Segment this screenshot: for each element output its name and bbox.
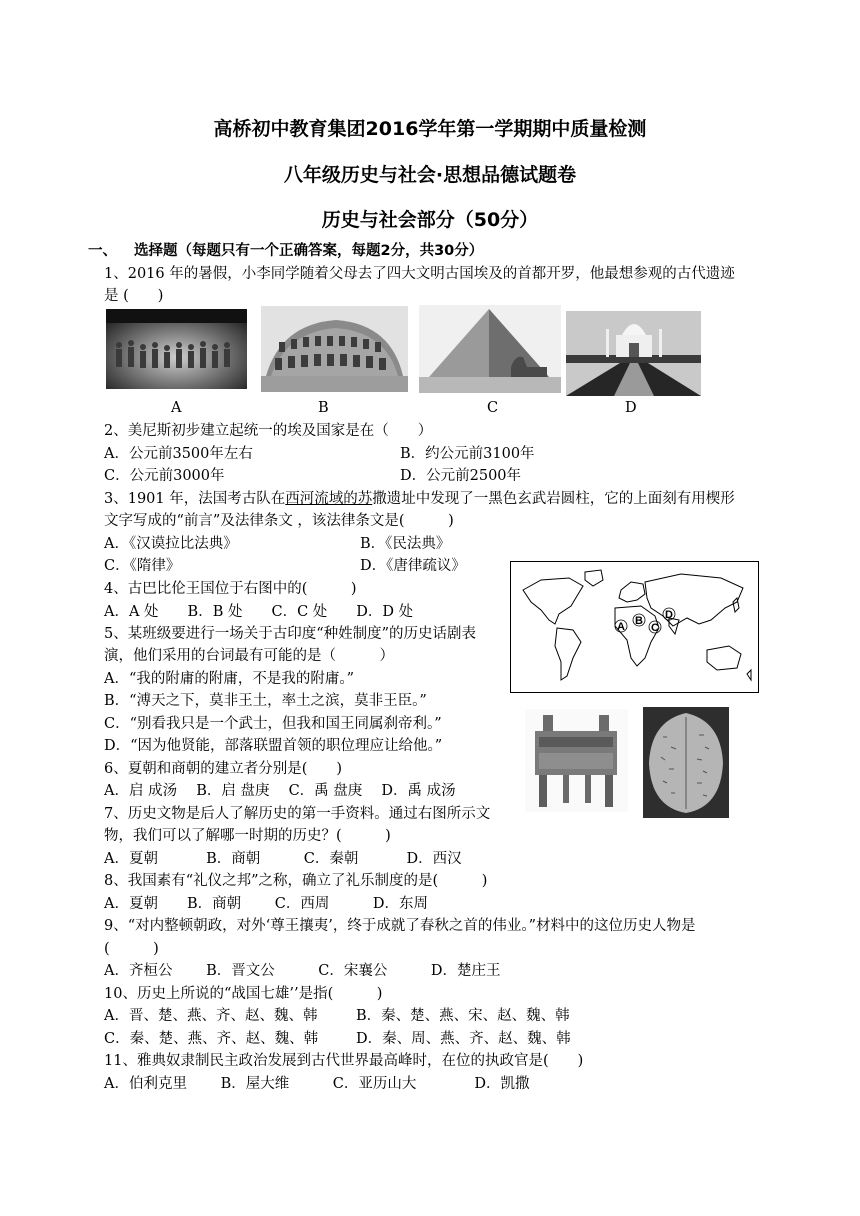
section-number: 一、 — [88, 243, 117, 259]
q3-stem-post: 撒遗址中发现了一黑色玄武岩圆柱，它的上面刻有用楔形 — [372, 491, 735, 507]
q3-option-a: A．《汉谟拉比法典》 — [104, 536, 238, 552]
q1-stem-line2: 是 ( ) — [104, 288, 164, 304]
q2-option-a: A．公元前3500年左右 — [104, 446, 253, 462]
q10-option-b: B．秦、楚、燕、宋、赵、魏、韩 — [356, 1008, 570, 1024]
bronze-ding-image — [525, 709, 628, 812]
q3-option-b: B．《民法典》 — [360, 536, 451, 552]
pyramid-sphinx-image — [419, 305, 561, 393]
q2-stem: 2、美尼斯初步建立起统一的埃及国家是在（ ） — [104, 423, 433, 439]
q1-caption-c: C — [487, 400, 499, 416]
q2-option-b: B．约公元前3100年 — [400, 446, 535, 462]
section-heading: 选择题（每题只有一个正确答案，每题2分，共30分） — [134, 243, 484, 259]
q4-options: A．A 处 B．B 处 C．C 处 D．D 处 — [104, 604, 414, 620]
q9-stem-line1: 9、“对内整顿朝政，对外‘尊王攘夷’，终于成就了春秋之首的伟业。”材料中的这位历史人物是 — [104, 918, 696, 934]
colosseum-image — [261, 306, 408, 392]
section-title: 历史与社会部分（50分） — [321, 209, 539, 231]
q7-stem-line2: 物，我们可以了解哪一时期的历史？( ) — [104, 828, 391, 844]
q7-options: A．夏朝 B．商朝 C．秦朝 D．西汉 — [104, 851, 462, 867]
q5-option-d: D．“因为他贤能，部落联盟首领的职位理应让给他。” — [104, 738, 443, 754]
q2-option-d: D．公元前2500年 — [400, 468, 522, 484]
q10-option-c: C．秦、楚、燕、齐、赵、魏、韩 — [104, 1031, 319, 1047]
q10-stem: 10、历史上所说的“战国七雄’’是指( ) — [104, 986, 383, 1002]
world-map-figure — [510, 561, 759, 693]
q3-option-c: C．《隋律》 — [104, 558, 181, 574]
q10-option-d: D．秦、周、燕、齐、赵、魏、韩 — [356, 1031, 571, 1047]
q3-stem-line1 — [104, 489, 735, 509]
exam-title: 高桥初中教育集团2016学年第一学期期中质量检测 — [213, 118, 647, 140]
q1-caption-a: A — [171, 400, 182, 416]
q8-stem: 8、我国素有“礼仪之邦”之称，确立了礼乐制度的是( ) — [104, 873, 488, 889]
oracle-bone-image — [643, 707, 729, 818]
map-label-b: B — [635, 615, 643, 627]
map-label-c: C — [651, 622, 659, 634]
q7-stem-line1: 7、历史文物是后人了解历史的第一手资料。通过右图所示文 — [104, 806, 491, 822]
q9-stem-line2: ( ) — [104, 941, 159, 957]
exam-subtitle: 八年级历史与社会·思想品德试题卷 — [283, 164, 577, 186]
q3-option-d: D．《唐律疏议》 — [360, 558, 466, 574]
q5-stem-line1: 5、某班级要进行一场关于古印度“种姓制度”的历史话剧表 — [104, 626, 477, 642]
q3-stem-pre: 3、1901 年，法国考古队在 — [104, 491, 286, 507]
q9-options: A．齐桓公 B．晋文公 C．宋襄公 D．楚庄王 — [104, 963, 501, 979]
q5-option-c: C．“别看我只是一个武士，但我和国王同属刹帝利。” — [104, 716, 442, 732]
q6-options: A．启 成汤 B．启 盘庚 C．禹 盘庚 D．禹 成汤 — [104, 783, 456, 799]
q11-stem: 11、雅典奴隶制民主政治发展到古代世界最高峰时，在位的执政官是( ) — [104, 1053, 584, 1069]
q1-caption-d: D — [625, 400, 637, 416]
q6-stem: 6、夏朝和商朝的建立者分别是( ) — [104, 761, 343, 777]
q11-options: A．伯利克里 B．屋大维 C．亚历山大 D．凯撒 — [104, 1076, 530, 1092]
q10-option-a: A．晋、楚、燕、齐、赵、魏、韩 — [104, 1008, 318, 1024]
terracotta-army-image — [106, 309, 247, 389]
q4-stem: 4、古巴比伦王国位于右图中的( ) — [104, 581, 357, 597]
q5-option-b: B．“溥天之下，莫非王土，率土之滨，莫非王臣。” — [104, 693, 427, 709]
q5-stem-line2: 演，他们采用的台词最有可能的是（ ） — [104, 648, 394, 664]
map-label-d: D — [665, 609, 673, 621]
q1-caption-b: B — [318, 400, 329, 416]
q8-options: A．夏朝 B．商朝 C．西周 D．东周 — [104, 896, 428, 912]
q3-stem-line2: 文字写成的“前言”及法律条文 ，该法律条文是( ) — [104, 513, 454, 529]
q5-option-a: A．“我的附庸的附庸，不是我的附庸。” — [104, 671, 355, 687]
map-label-a: A — [617, 621, 625, 633]
q3-stem-underlined: 西河流域的苏 — [285, 491, 373, 507]
q2-option-c: C．公元前3000年 — [104, 468, 225, 484]
taj-mahal-image — [566, 311, 701, 396]
q1-stem-line1: 1、2016 年的暑假，小李同学随着父母去了四大文明古国埃及的首都开罗，他最想参观的古代遗迹 — [104, 266, 735, 282]
